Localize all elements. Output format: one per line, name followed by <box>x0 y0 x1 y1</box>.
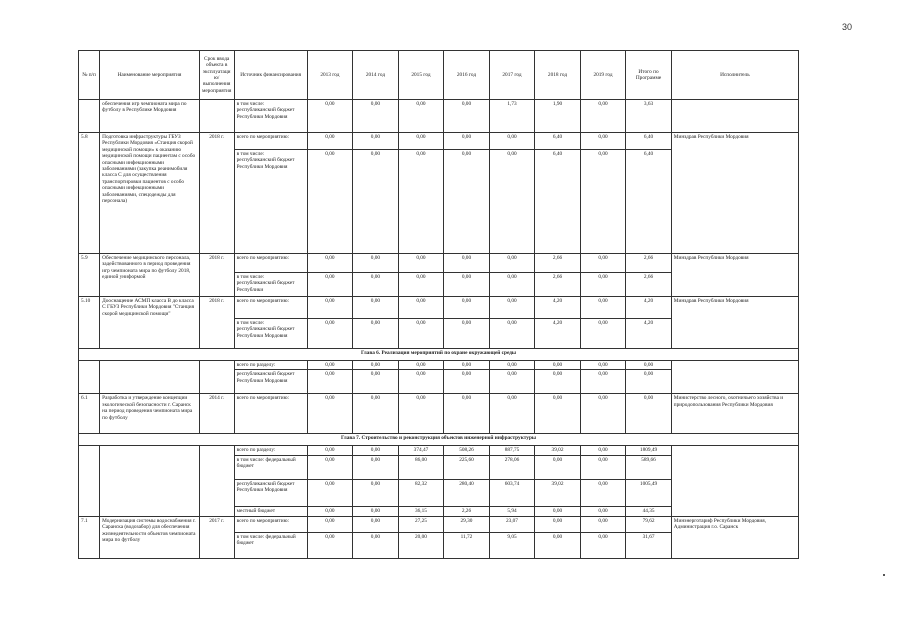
value-cell: 0,00 <box>444 133 490 150</box>
executor-cell: Минздрав Республики Мордовия <box>671 133 798 254</box>
value-cell: 0,00 <box>307 361 353 370</box>
value-cell: 0,00 <box>353 319 399 349</box>
value-cell: 0,00 <box>444 361 490 370</box>
total-cell: 0,00 <box>626 361 672 370</box>
value-cell: 508,26 <box>444 446 490 455</box>
value-cell: 0,00 <box>580 133 626 150</box>
value-cell: 0,00 <box>353 100 399 133</box>
value-cell: 0,00 <box>489 361 535 370</box>
table-row <box>79 100 799 133</box>
value-cell: 0,00 <box>307 297 353 319</box>
value-cell: 0,00 <box>580 273 626 297</box>
value-cell: 0,00 <box>398 370 444 394</box>
term-cell <box>199 100 234 133</box>
value-cell: 9,05 <box>489 532 535 558</box>
value-cell: 29,30 <box>444 516 490 532</box>
value-cell: 887,75 <box>489 446 535 455</box>
section-heading-row <box>79 349 799 361</box>
value-cell: 0,00 <box>307 150 353 254</box>
value-cell: 2,26 <box>444 506 490 516</box>
header-2019: 2019 год <box>580 51 626 100</box>
num-cell: 6.1 <box>79 394 100 434</box>
value-cell: 603,74 <box>489 479 535 506</box>
value-cell: 0,00 <box>398 100 444 133</box>
value-cell: 0,00 <box>580 319 626 349</box>
page-number: 30 <box>842 22 853 32</box>
value-cell: 39,02 <box>535 446 581 455</box>
header-2013: 2013 год <box>307 51 353 100</box>
table-row <box>79 516 799 532</box>
value-cell: 0,00 <box>353 516 399 532</box>
value-cell: 4,20 <box>535 297 581 319</box>
header-source: Источник финансирования <box>234 51 307 100</box>
value-cell: 0,00 <box>353 361 399 370</box>
value-cell: 0,00 <box>580 479 626 506</box>
total-cell: 2,66 <box>626 254 672 273</box>
executor-cell: Минэнерготариф Республики Мордовия, Администрация г.о. Саранск <box>671 516 798 558</box>
header-2014: 2014 год <box>353 51 399 100</box>
source-cell: всего по мероприятию: <box>234 394 307 434</box>
value-cell: 4,20 <box>535 319 581 349</box>
value-cell: 0,00 <box>444 100 490 133</box>
header-executor: Исполнитель <box>671 51 798 100</box>
value-cell: 280,40 <box>444 479 490 506</box>
source-cell: в том числе: республиканский бюджет Республики Мордовия <box>234 319 307 349</box>
value-cell: 0,00 <box>580 370 626 394</box>
name-cell <box>100 446 200 516</box>
value-cell: 0,00 <box>535 516 581 532</box>
table-row <box>79 297 799 319</box>
value-cell: 0,00 <box>580 394 626 434</box>
value-cell: 0,00 <box>398 273 444 297</box>
header-term: Срок ввода объекта в эксплуатацию/ выполнения мероприятия <box>199 51 234 100</box>
total-cell: 4,20 <box>626 297 672 319</box>
value-cell: 0,00 <box>535 506 581 516</box>
name-cell: Обеспечение медицинского персонала, задействованного в период проведения игр чемпионата мира по футболу 2018, единой униформой <box>100 254 200 297</box>
total-cell: 3,63 <box>626 100 672 133</box>
header-2018: 2018 год <box>535 51 581 100</box>
value-cell: 0,00 <box>307 455 353 479</box>
value-cell: 0,00 <box>398 254 444 273</box>
total-cell: 1809,49 <box>626 446 672 455</box>
name-cell: Разработка и утверждение концепции экологической безопасности г. Саранск на период проведения чемпионата мира по футболу <box>100 394 200 434</box>
value-cell: 2,66 <box>535 273 581 297</box>
value-cell: 0,00 <box>444 254 490 273</box>
value-cell: 36,15 <box>398 506 444 516</box>
name-cell: Дооснащение АСМП класса В до класса С ГБУЗ Республики Мордовия "Станция скорой медицинской помощи" <box>100 297 200 349</box>
source-cell: всего по разделу: <box>234 361 307 370</box>
source-cell: всего по мероприятию: <box>234 516 307 532</box>
value-cell: 374,47 <box>398 446 444 455</box>
value-cell: 27,25 <box>398 516 444 532</box>
value-cell: 0,00 <box>535 394 581 434</box>
value-cell: 0,00 <box>353 297 399 319</box>
value-cell: 23,07 <box>489 516 535 532</box>
executor-cell <box>671 100 798 133</box>
value-cell: 0,00 <box>398 297 444 319</box>
table-row <box>79 446 799 455</box>
num-cell: 5.8 <box>79 133 100 254</box>
value-cell: 5,94 <box>489 506 535 516</box>
section-heading-row <box>79 434 799 446</box>
total-cell: 0,00 <box>626 370 672 394</box>
value-cell: 0,00 <box>444 297 490 319</box>
value-cell: 86,00 <box>398 455 444 479</box>
source-cell: местный бюджет <box>234 506 307 516</box>
header-name: Наименование мероприятия <box>100 51 200 100</box>
total-cell: 4,20 <box>626 319 672 349</box>
source-cell: республиканский бюджет Республики Мордовия <box>234 479 307 506</box>
value-cell: 39,02 <box>535 479 581 506</box>
value-cell: 11,72 <box>444 532 490 558</box>
total-cell: 2,66 <box>626 273 672 297</box>
term-cell <box>199 446 234 516</box>
total-cell: 6,40 <box>626 133 672 150</box>
value-cell: 0,00 <box>489 370 535 394</box>
value-cell: 0,00 <box>580 506 626 516</box>
value-cell: 2,66 <box>535 254 581 273</box>
value-cell: 0,00 <box>307 446 353 455</box>
value-cell: 0,00 <box>489 273 535 297</box>
num-cell: 5.9 <box>79 254 100 297</box>
header-total: Итого по Программе <box>626 51 672 100</box>
num-cell: 5.10 <box>79 297 100 349</box>
term-cell: 2014 г. <box>199 394 234 434</box>
program-table <box>78 50 799 559</box>
source-cell: республиканский бюджет Республики Мордовия <box>234 370 307 394</box>
source-cell: в том числе: республиканский бюджет Республики Мордовия <box>234 150 307 254</box>
source-cell: в том числе: республиканский бюджет Республики <box>234 273 307 297</box>
header-2015: 2015 год <box>398 51 444 100</box>
value-cell: 0,00 <box>535 361 581 370</box>
total-cell: 1005,49 <box>626 479 672 506</box>
table-row <box>79 394 799 434</box>
num-cell: 7.1 <box>79 516 100 558</box>
value-cell: 0,00 <box>307 273 353 297</box>
value-cell: 0,00 <box>398 394 444 434</box>
value-cell: 0,00 <box>307 133 353 150</box>
value-cell: 0,00 <box>489 133 535 150</box>
header-2017: 2017 год <box>489 51 535 100</box>
table-header <box>79 51 799 100</box>
value-cell: 1,73 <box>489 100 535 133</box>
value-cell: 0,00 <box>580 516 626 532</box>
value-cell: 0,00 <box>307 319 353 349</box>
value-cell: 0,00 <box>353 506 399 516</box>
table-row <box>79 361 799 370</box>
value-cell: 0,00 <box>444 150 490 254</box>
value-cell: 0,00 <box>353 455 399 479</box>
value-cell: 0,00 <box>398 361 444 370</box>
value-cell: 0,00 <box>307 254 353 273</box>
total-cell: 44,35 <box>626 506 672 516</box>
value-cell: 0,00 <box>307 100 353 133</box>
source-cell: всего по мероприятию: <box>234 297 307 319</box>
executor-cell: Министерство лесного, охотничьего хозяйства и природопользования Республики Мордовия <box>671 394 798 434</box>
value-cell: 0,00 <box>353 370 399 394</box>
value-cell: 0,00 <box>353 150 399 254</box>
value-cell: 0,00 <box>580 532 626 558</box>
value-cell: 0,00 <box>489 150 535 254</box>
value-cell: 0,00 <box>489 319 535 349</box>
executor-cell <box>671 361 798 394</box>
value-cell: 0,00 <box>580 297 626 319</box>
value-cell: 225,60 <box>444 455 490 479</box>
value-cell: 0,00 <box>307 394 353 434</box>
value-cell: 20,00 <box>398 532 444 558</box>
total-cell: 79,62 <box>626 516 672 532</box>
section-title: Глава 6. Реализация мероприятий по охране окружающей среды <box>79 349 799 361</box>
name-cell: обеспечения игр чемпионата мира по футболу в Республике Мордовия <box>100 100 200 133</box>
source-cell: всего по мероприятию: <box>234 254 307 273</box>
value-cell: 0,00 <box>535 370 581 394</box>
total-cell: 0,00 <box>626 394 672 434</box>
source-cell: в том числе: федеральный бюджет <box>234 455 307 479</box>
value-cell: 0,00 <box>398 133 444 150</box>
value-cell: 0,00 <box>307 506 353 516</box>
total-cell: 6,40 <box>626 150 672 254</box>
value-cell: 6,40 <box>535 133 581 150</box>
num-cell <box>79 446 100 516</box>
term-cell: 2018 г. <box>199 254 234 297</box>
table-row <box>79 254 799 273</box>
section-title: Глава 7. Строительство и реконструкция объектов инженерной инфраструктуры <box>79 434 799 446</box>
value-cell: 0,00 <box>353 254 399 273</box>
value-cell: 0,00 <box>444 319 490 349</box>
value-cell: 0,00 <box>444 370 490 394</box>
value-cell: 0,00 <box>580 361 626 370</box>
value-cell: 82,32 <box>398 479 444 506</box>
value-cell: 6,40 <box>535 150 581 254</box>
value-cell: 0,00 <box>444 273 490 297</box>
table-row <box>79 133 799 150</box>
scan-artifact <box>883 574 885 576</box>
executor-cell <box>671 446 798 516</box>
term-cell: 2018 г. <box>199 297 234 349</box>
name-cell: Подготовка инфраструктуры ГБУЗ Республики Мордовия «Станция скорой медицинской помощи» к оказанию медицинской помощи пациентам с особо опасными инфекционными заболеваниями (закупка реанимобиля класса С для осуществления транспортировки пациентов с особо опасными инфекционными заболеваниями, спецодежды для персонала) <box>100 133 200 254</box>
term-cell: 2017 г. <box>199 516 234 558</box>
executor-cell: Минздрав Республики Мордовия <box>671 297 798 349</box>
value-cell: 0,00 <box>398 150 444 254</box>
total-cell: 589,66 <box>626 455 672 479</box>
num-cell <box>79 361 100 394</box>
value-cell: 0,00 <box>535 532 581 558</box>
value-cell: 0,00 <box>489 297 535 319</box>
value-cell: 0,00 <box>444 394 490 434</box>
value-cell: 0,00 <box>353 532 399 558</box>
term-cell: 2018 г. <box>199 133 234 254</box>
source-cell: всего по мероприятию: <box>234 133 307 150</box>
term-cell <box>199 361 234 394</box>
value-cell: 278,06 <box>489 455 535 479</box>
value-cell: 0,00 <box>307 370 353 394</box>
value-cell: 0,00 <box>353 273 399 297</box>
header-2016: 2016 год <box>444 51 490 100</box>
value-cell: 0,00 <box>353 133 399 150</box>
value-cell: 0,00 <box>307 479 353 506</box>
name-cell <box>100 361 200 394</box>
executor-cell: Минздрав Республики Мордовия <box>671 254 798 297</box>
value-cell: 0,00 <box>307 532 353 558</box>
value-cell: 0,00 <box>353 479 399 506</box>
name-cell: Модернизация системы водоснабжения г. Саранска (водозабор) для обеспечения жизнедеятельности объектов чемпионата мира по футболу <box>100 516 200 558</box>
source-cell: в том числе: республиканский бюджет Республики Мордовия <box>234 100 307 133</box>
value-cell: 0,00 <box>580 100 626 133</box>
value-cell: 0,00 <box>580 455 626 479</box>
value-cell: 0,00 <box>398 319 444 349</box>
value-cell: 0,00 <box>489 394 535 434</box>
value-cell: 0,00 <box>580 254 626 273</box>
value-cell: 0,00 <box>353 446 399 455</box>
header-num: № п/п <box>79 51 100 100</box>
value-cell: 1,90 <box>535 100 581 133</box>
value-cell: 0,00 <box>580 150 626 254</box>
value-cell: 0,00 <box>580 446 626 455</box>
value-cell: 0,00 <box>353 394 399 434</box>
value-cell: 0,00 <box>307 516 353 532</box>
value-cell: 0,00 <box>489 254 535 273</box>
num-cell <box>79 100 100 133</box>
total-cell: 31,67 <box>626 532 672 558</box>
source-cell: всего по разделу: <box>234 446 307 455</box>
source-cell: в том числе: федеральный бюджет <box>234 532 307 558</box>
value-cell: 0,00 <box>535 455 581 479</box>
